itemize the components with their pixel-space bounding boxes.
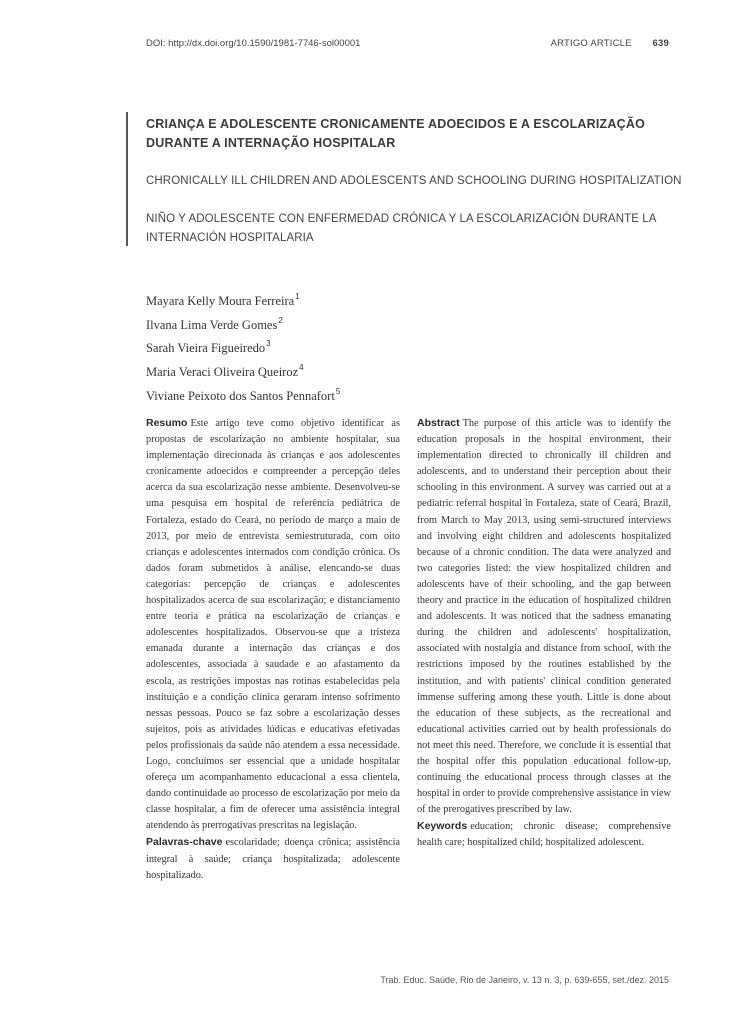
journal-citation: Trab. Educ. Saúde, Rio de Janeiro, v. 13 n. 3, p. 639-655, set./dez. 2015 xyxy=(380,975,669,985)
keywords-text: education; chronic disease; comprehensive health care; hospitalized child; hospitalized adolescent. xyxy=(417,821,671,849)
author-affiliation-mark[interactable]: 1 xyxy=(295,292,300,301)
palavras-chave-text: escolaridade; doença crônica; assistência integral à saúde; criança hospitalizada; adolescente hospitalizado. xyxy=(146,837,400,881)
abstract-paragraph xyxy=(417,415,671,818)
title-accent-bar xyxy=(126,112,128,246)
page-number: 639 xyxy=(652,38,669,49)
author-affiliation-mark[interactable]: 3 xyxy=(266,339,271,349)
author: Mayara Kelly Moura Ferreira$^1$ xyxy=(146,292,300,309)
author: Sarah Vieira Figueiredo$^3$ xyxy=(146,339,271,356)
title-spanish: NIÑO Y ADOLESCENTE CON ENFERMEDAD CRÓNICA Y LA ESCOLARIZACIÓN DURANTE LA INTERNACIÓN HOSPITALARIA xyxy=(146,213,656,244)
author-affiliation-mark[interactable]: 5 xyxy=(335,386,341,396)
section-label: ARTIGO ARTICLE xyxy=(550,38,632,49)
page-header xyxy=(146,38,669,52)
abstract-text: The purpose of this article was to identify the education proposals in the hospital environment, their implementation directed to chronically ill children and adolescents, and to understand their perception about their schooling in this environment. A survey was carried out at a pediatric referral hospital in Fortaleza, state of Ceará, Brazil, from March to May 2013, using semi-structured interviews and involving eight children and adolescents hospitalized because of a chronic condition. The data were analyzed and two categories listed: the view hospitalized children and adolescents have of their schooling, and the gap between theory and practice in the education of hospitalized children and adolescents. It was noticed that the sadness emanating during the children and adolescents' hospitalization, associated with nostalgia and distance from school, with the restrictions imposed by the routines established by the institution, and with patients' clinical condition generated immense suffering among these youth. Little is done about the education of these subjects, as the recreational and educational activities carried out by health professionals do not meet this need. Therefore, we conclude it is essential that the hospital offer this population educational follow-up, continuing the educational process through classes at the hospital in order to provide comprehensive assistance in view of the prerogatives prescribed by law. xyxy=(417,418,671,816)
author: Maria Veraci Oliveira Queiroz$^4$ xyxy=(146,362,304,380)
author: Viviane Peixoto dos Santos Pennafort$^5$ xyxy=(146,386,341,403)
resumo-paragraph xyxy=(146,415,400,834)
keywords-paragraph xyxy=(417,818,671,851)
portuguese-abstract-column xyxy=(146,415,400,884)
doi-link[interactable]: DOI: http://dx.doi.org/10.1590/1981-7746-sol00001 xyxy=(146,38,361,49)
keywords-label: Keywords xyxy=(417,820,468,833)
author-list xyxy=(146,288,546,406)
english-abstract-column xyxy=(417,415,671,852)
abstract-label: Abstract xyxy=(417,417,460,429)
author: Ilvana Lima Verde Gomes$^2$ xyxy=(146,315,283,332)
author-affiliation-mark[interactable]: 4 xyxy=(299,362,304,372)
resumo-label: Resumo xyxy=(146,417,188,429)
author-affiliation-mark[interactable]: 2 xyxy=(278,315,283,325)
palavras-chave-paragraph xyxy=(146,834,400,883)
title-portuguese: CRIANÇA E ADOLESCENTE CRONICAMENTE ADOECIDOS E A ESCOLARIZAÇÃO DURANTE A INTERNAÇÃO HOSPITALAR xyxy=(146,117,645,150)
title-block xyxy=(146,115,686,248)
palavras-chave-label: Palavras-chave xyxy=(146,836,223,849)
header-right xyxy=(551,38,669,49)
resumo-text: Este artigo teve como objetivo identificar as propostas de escolarização no ambiente hospitalar, sua implementação direcionada às crianças e aos adolescentes cronicamente adoecidos e compreender a percepção deles acerca da sua escolarização nesse ambiente. Desenvolveu-se uma pesquisa em hospital de referência pediátrica de Fortaleza, estado do Ceará, no período de março a maio de 2013, por meio de entrevista semiestruturada, com oito crianças e adolescentes internados com condição crônica. Os dados foram submetidos à análise, elencando-se duas categorias: percepção de crianças e adolescentes hospitalizados acerca de sua escolarização; e distanciamento entre teoria e prática na escolarização de crianças e adolescentes hospitalizados. Observou-se que a tristeza emanada durante a internação das crianças e dos adolescentes, associada à saudade e ao afastamento da escola, as restrições impostas nas rotinas estabelecidas pela instituição e a condição clínica geraram intenso sofrimento nessas pessoas. Pouco se faz sobre a escolarização desses sujeitos, pois as atividades lúdicas e educativas efetivadas pelos profissionais da saúde não atendem a essa necessidade. Logo, concluímos ser essencial que a unidade hospitalar ofereça um acompanhamento educacional a essa clientela, dando continuidade ao processo de escolarização por meio da classe hospitalar, a fim de oferecer uma assistência integral atendendo às prerrogativas prescritas na legislação. xyxy=(146,418,400,832)
title-english: CHRONICALLY ILL CHILDREN AND ADOLESCENTS AND SCHOOLING DURING HOSPITALIZATION xyxy=(146,175,682,187)
